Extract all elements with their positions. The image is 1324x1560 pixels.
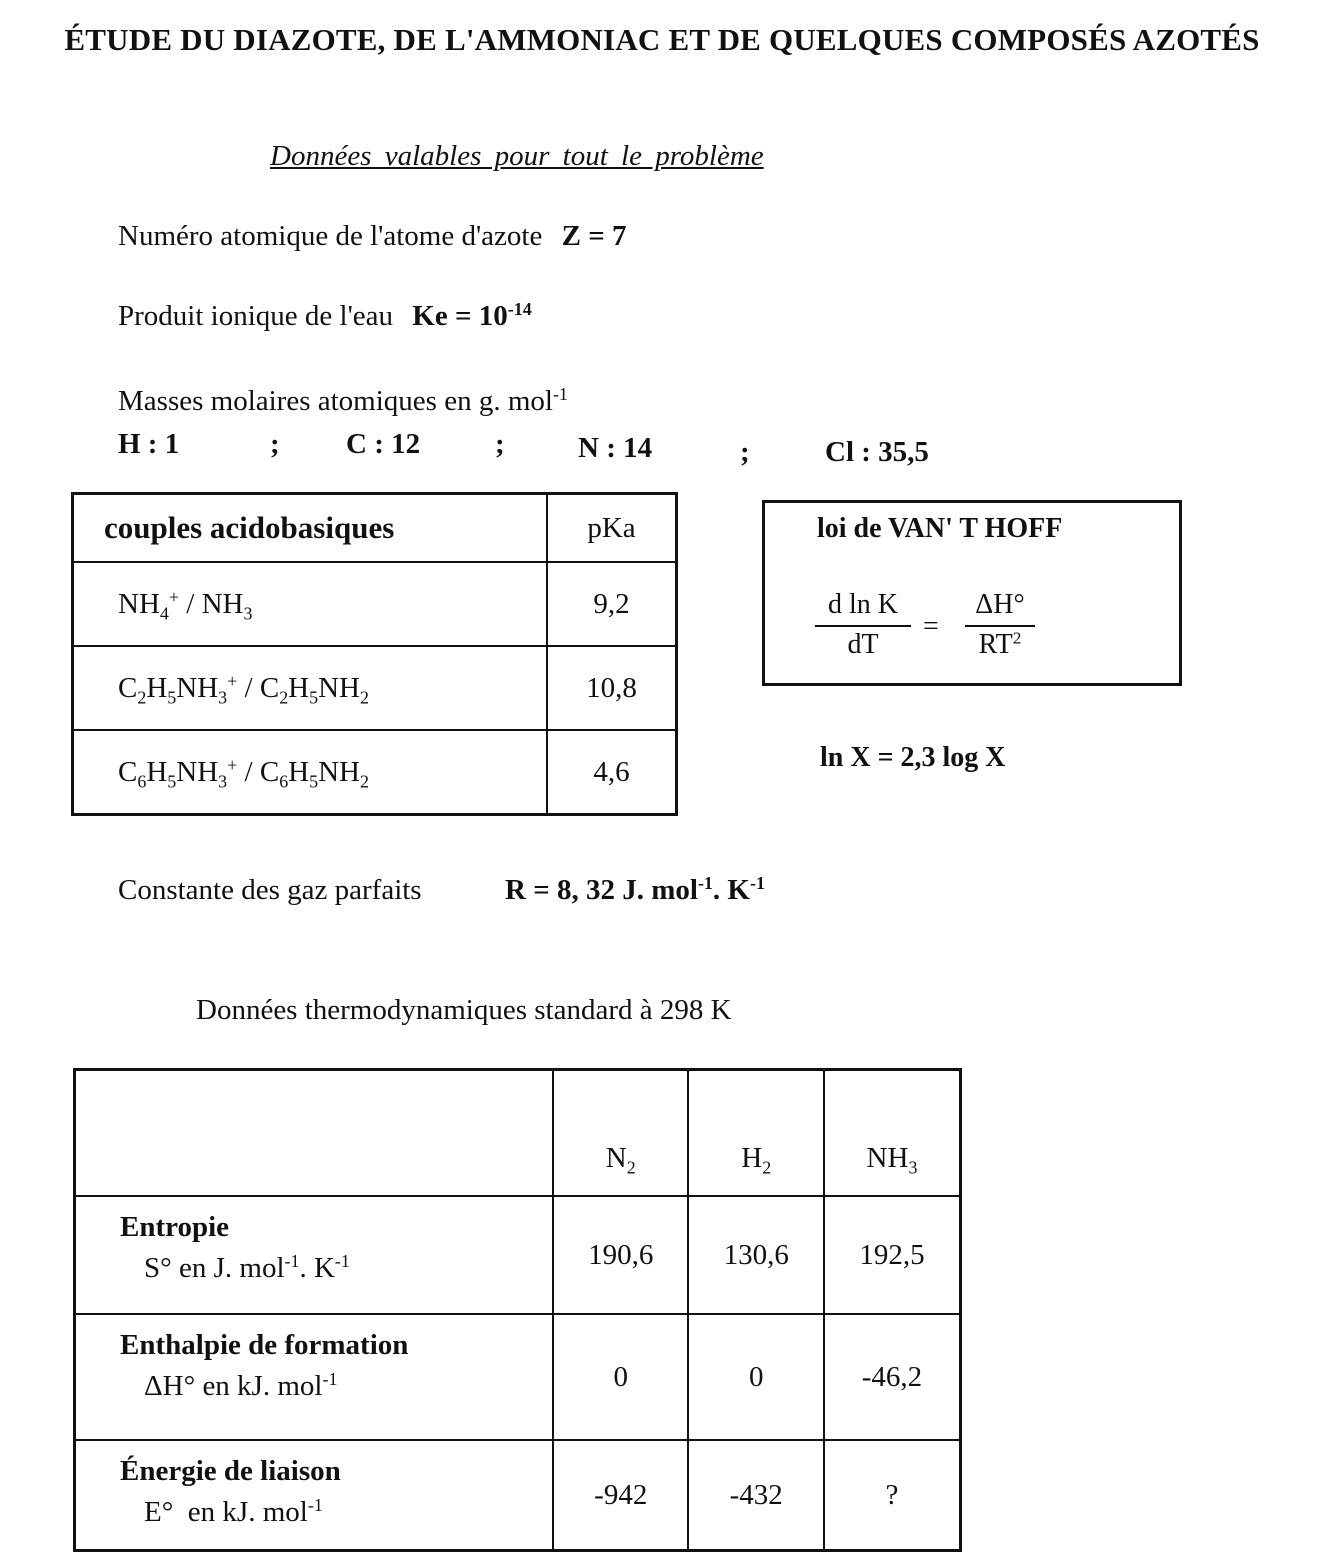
- molar-mass-label-exponent: -1: [552, 384, 568, 405]
- gas-constant-label: Constante des gaz parfaits: [118, 874, 422, 906]
- gas-constant-value: [505, 874, 765, 907]
- table-row: [75, 1314, 961, 1440]
- lhs-denominator: dT: [847, 629, 879, 660]
- table-row: [75, 1440, 961, 1551]
- mass-hydrogen: H : 1: [118, 428, 180, 460]
- table-row: [73, 646, 677, 730]
- mass-carbon: C : 12: [346, 428, 421, 460]
- row-label: [75, 1196, 554, 1314]
- ionic-product-base: Ke = 10: [412, 300, 508, 332]
- header-pka: pKa: [547, 494, 677, 563]
- table-header-row: [75, 1070, 961, 1197]
- header-n2: $N_2$: [553, 1070, 688, 1197]
- cell-value: 0: [688, 1314, 823, 1440]
- header-couples: couples acidobasiques: [73, 494, 548, 563]
- mass-separator: ;: [495, 428, 505, 460]
- rhs-numerator: ΔH°: [965, 589, 1035, 627]
- cell-value: ?: [824, 1440, 961, 1551]
- row-name: Entropie: [120, 1211, 230, 1243]
- row-unit: ΔH° en kJ. mol$^{-1}$: [144, 1369, 338, 1402]
- cell-value: 192,5: [824, 1196, 961, 1314]
- mass-separator: ;: [740, 436, 750, 468]
- table-row: [73, 730, 677, 815]
- gas-constant-main: R = 8, 32 J. mol: [505, 874, 698, 906]
- gas-constant-mid: . K: [712, 874, 750, 906]
- vant-hoff-title: loi de VAN' T HOFF: [817, 513, 1063, 544]
- ionic-product-value: [412, 300, 531, 332]
- molar-mass-heading: [118, 385, 568, 418]
- cell-value: 0: [553, 1314, 688, 1440]
- row-unit: E° en kJ. mol$^{-1}$: [144, 1495, 323, 1528]
- mass-chlorine: Cl : 35,5: [825, 436, 929, 468]
- atomic-number-value: Z = 7: [561, 220, 627, 252]
- ionic-product-label: Produit ionique de l'eau: [118, 300, 394, 332]
- vant-hoff-rhs-fraction: [965, 589, 1035, 661]
- rhs-denominator-exponent: 2: [1012, 628, 1022, 648]
- vant-hoff-box: [762, 500, 1182, 686]
- thermo-caption: Données thermodynamiques standard à 298 K: [196, 994, 732, 1026]
- row-unit: S° en J. mol$^{-1}$. $K^{-1}$: [144, 1251, 350, 1284]
- row-name: Énergie de liaison: [120, 1455, 341, 1487]
- atomic-number-line: [118, 220, 626, 253]
- header-empty-cell: [75, 1070, 554, 1197]
- couple-nh4-nh3: $NH_4^+ / NH_3$: [73, 562, 548, 646]
- molar-mass-label: Masses molaires atomiques en g. mol: [118, 385, 553, 417]
- header-nh3: $NH_3$: [824, 1070, 961, 1197]
- table-header-row: [73, 494, 677, 563]
- cell-value: 130,6: [688, 1196, 823, 1314]
- section-subtitle: Données valables pour tout le problème: [270, 140, 764, 172]
- row-label: [75, 1440, 554, 1551]
- rhs-denominator-base: RT: [978, 629, 1013, 660]
- cell-value: 190,6: [553, 1196, 688, 1314]
- equals-sign: =: [923, 611, 939, 642]
- mass-separator: ;: [270, 428, 280, 460]
- gas-constant-exp1: -1: [697, 873, 713, 894]
- atomic-number-label: Numéro atomique de l'atome d'azote: [118, 220, 543, 252]
- pka-value: 10,8: [547, 646, 677, 730]
- mass-nitrogen: N : 14: [578, 432, 653, 464]
- lhs-numerator: d ln K: [815, 589, 911, 627]
- thermo-table: [73, 1068, 962, 1552]
- log-relation: ln X = 2,3 log X: [820, 742, 1006, 773]
- couple-ethylammonium: $C_2H_5NH_3^+ / C_2H_5NH_2$: [73, 646, 548, 730]
- cell-value: -942: [553, 1440, 688, 1551]
- cell-value: -432: [688, 1440, 823, 1551]
- acid-base-table: [71, 492, 678, 816]
- pka-value: 9,2: [547, 562, 677, 646]
- row-label: [75, 1314, 554, 1440]
- table-row: [73, 562, 677, 646]
- rhs-denominator: [965, 627, 1035, 661]
- table-row: [75, 1196, 961, 1314]
- row-name: Enthalpie de formation: [120, 1329, 409, 1361]
- header-h2: $H_2$: [688, 1070, 823, 1197]
- vant-hoff-lhs-fraction: [815, 589, 911, 661]
- couple-anilinium: $C_6H_5NH_3^+ / C_6H_5NH_2$: [73, 730, 548, 815]
- cell-value: -46,2: [824, 1314, 961, 1440]
- ionic-product-exponent: -14: [507, 299, 532, 320]
- ionic-product-line: [118, 300, 532, 333]
- gas-constant-exp2: -1: [749, 873, 765, 894]
- document-title: ÉTUDE DU DIAZOTE, DE L'AMMONIAC ET DE QUELQUES COMPOSÉS AZOTÉS: [64, 22, 1260, 57]
- pka-value: 4,6: [547, 730, 677, 815]
